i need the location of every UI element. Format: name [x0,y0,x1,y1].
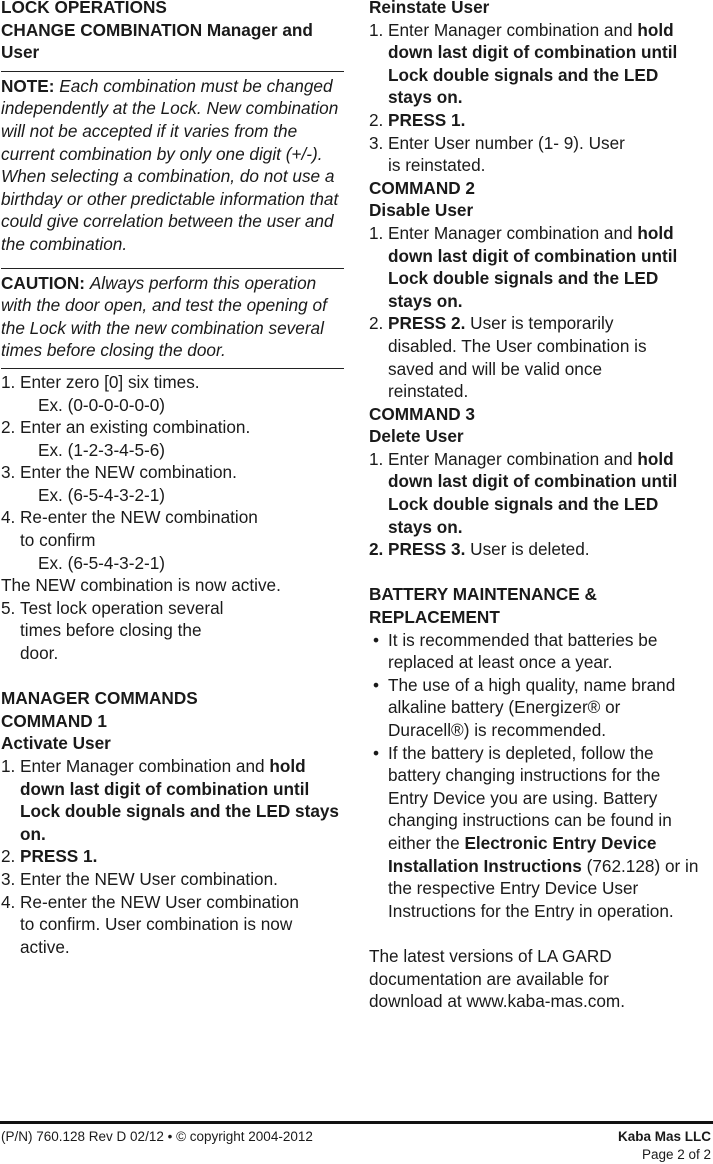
note-label: NOTE: [1,75,55,96]
reinstate-steps [369,19,705,177]
footer-part-number: (P/N) 760.128 Rev D 02/12 • © copyright 2004-2012 [1,1129,313,1144]
caution-text: Always perform this operation with the door open, and test the opening of the Lock with the new combination several times before closing the door. [1,272,327,361]
footer-page-number: Page 2 of 2 [641,1147,711,1162]
list-item: 1. Enter Manager combination and hold down last digit of combination until Lock double signals and the LED stays on. [369,222,678,311]
list-item: • If the battery is depleted, follow the battery changing instructions for the Entry Device you are using. Battery changing instructions can be found in either the Electronic Entry Device Installation Instructions (762.128) or in the respective Entry Device User Instructions for the Entry in operation. [369,742,705,923]
list-item: 3. Enter the NEW combination. [1,462,237,483]
caution-box [1,268,344,369]
bullet: • [373,742,380,763]
bullet: • [373,629,380,650]
battery-list [369,629,705,923]
active-note: The NEW combination is now active. [1,575,281,596]
note-box [1,71,344,261]
command-1-subheading: Activate User [1,733,111,754]
list-item: 2. Enter an existing combination. [1,417,251,438]
section-heading-manager-commands: MANAGER COMMANDS [1,688,198,709]
section-heading-change-combination: CHANGE COMBINATION Manager and User [1,19,313,63]
command-1-steps [1,755,344,958]
list-item: • It is recommended that batteries be replaced at least once a year. [369,629,705,674]
list-item: 1. Enter zero [0] six times. [1,371,200,392]
command-3-heading: COMMAND 3 [369,403,475,424]
reinstate-heading: Reinstate User [369,0,490,17]
example-value: Ex. (6-5-4-3-2-1) [38,484,166,505]
footer-company: Kaba Mas LLC [617,1129,711,1144]
caution-label: CAUTION: [1,272,86,293]
change-combination-steps: 1. Enter zero [0] six times. Ex. (0-0-0-0-0-0) 2. Enter an existing combination. Ex. (1-2-3-4-5-6) 3. Enter the NEW combination. Ex. (6-5-4-3-2-1) 4. Re-enter the NEW combination to confirm Ex. (6-5-4-3-2-1) The NEW combination is now active. 5. Test lock operation several times before closing the door. [1,371,344,665]
bullet: • [373,674,380,695]
list-item: 4. Re-enter the NEW combination [1,507,258,528]
list-item: 2. PRESS 1. [369,109,466,130]
example-value: Ex. (0-0-0-0-0-0) [38,394,166,415]
command-2-subheading: Disable User [369,200,474,221]
list-item: 1. Enter Manager combination and hold down last digit of combination until Lock double signals and the LED stays on. [369,448,678,537]
list-item: 2. PRESS 2. User is temporarily disabled. The User combination is saved and will be valid once reinstated. [369,313,647,402]
list-item: 2. PRESS 1. [1,846,98,867]
command-3-steps [369,448,705,561]
example-value: Ex. (6-5-4-3-2-1) [38,552,166,573]
command-1-heading: COMMAND 1 [1,710,107,731]
list-item: 3. Enter the NEW User combination. [1,868,278,889]
note-text: Each combination must be changed independently at the Lock. New combination will not be accepted if it varies from the current combination by only one digit (+/-). When selecting a combination, do not use a birthday or other predictable information that could give correlation between the user and the combination. [1,75,339,254]
list-item: • The use of a high quality, name brand alkaline battery (Energizer® or Duracell®) is recommended. [369,674,705,742]
left-column [1,0,344,958]
list-item: 1. Enter Manager combination and hold down last digit of combination until Lock double signals and the LED stays on. [1,756,339,844]
section-heading-battery: BATTERY MAINTENANCE & REPLACEMENT [369,584,597,628]
command-3-subheading: Delete User [369,426,464,447]
list-item: 1. Enter Manager combination and hold down last digit of combination until Lock double signals and the LED stays on. [369,19,678,108]
list-item: 2. PRESS 3. User is deleted. [369,539,590,560]
list-item: 3. Enter User number (1- 9). User is reinstated. [369,132,625,176]
command-2-steps [369,222,705,403]
section-heading-lock-operations: LOCK OPERATIONS [1,0,167,17]
right-column [369,0,705,1013]
command-2-heading: COMMAND 2 [369,177,475,198]
footer-divider [0,1121,713,1124]
closing-note: The latest versions of LA GARD documentation are available for download at www.kaba-mas.com. [369,945,626,1012]
list-item: 4. Re-enter the NEW User combination to confirm. User combination is now active. [1,891,299,957]
list-item: 5. Test lock operation several times before closing the door. [1,597,224,664]
footer-right [618,1128,711,1164]
example-value: Ex. (1-2-3-4-5-6) [38,439,166,460]
